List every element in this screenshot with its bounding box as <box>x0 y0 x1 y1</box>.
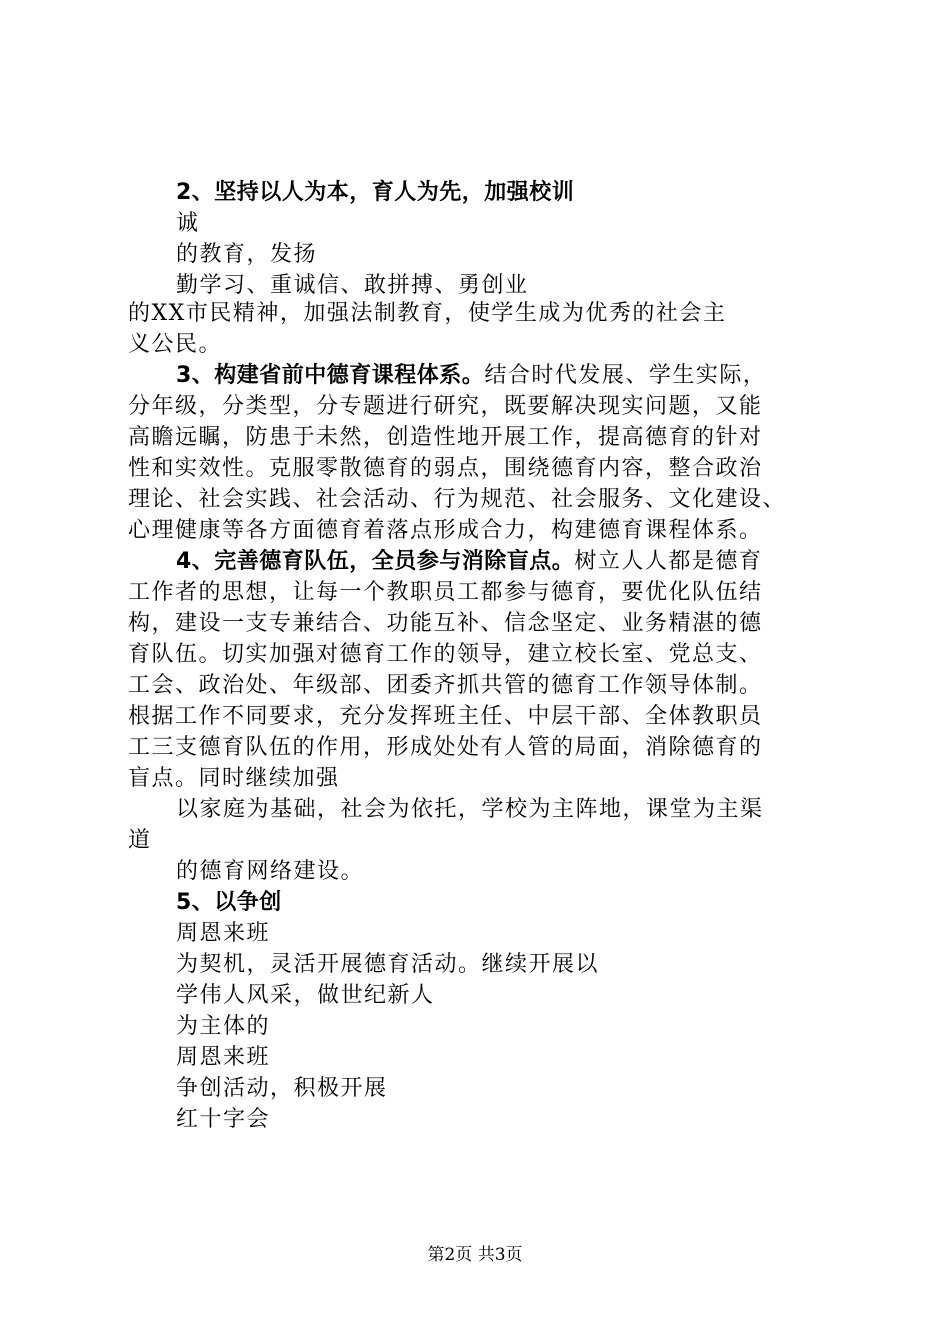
line-text: 的教育，发扬 <box>176 242 318 267</box>
line-text: 结合时代发展、学生实际， <box>484 363 767 388</box>
line-text: 周恩来班 <box>176 921 271 946</box>
line-text: 工三支德育队伍的作用，形成处处有人管的局面，消除德育的 <box>128 735 763 760</box>
paragraph-line <box>128 704 763 730</box>
paragraph-line <box>128 766 340 792</box>
line-text: 盲点。同时继续加强 <box>128 766 340 791</box>
line-text: 根据工作不同要求，充分发挥班主任、中层干部、全体教职员 <box>128 704 763 729</box>
line-text: 工作者的思想，让每一个教职员工都参与德育，要优化队伍结 <box>128 580 763 605</box>
paragraph-line <box>128 828 152 854</box>
line-text: 红十字会 <box>176 1107 271 1132</box>
line-text: 高瞻远瞩，防患于未然，创造性地开展工作，提高德育的针对 <box>128 425 763 450</box>
paragraph-line <box>176 242 317 268</box>
paragraph-line <box>128 456 763 482</box>
paragraph-line <box>176 921 270 947</box>
paragraph-line <box>176 1076 388 1102</box>
paragraph-line <box>176 180 574 206</box>
line-text: 性和实效性。克服零散德育的弱点，围绕德育内容，整合政治 <box>128 456 763 481</box>
line-text: 的德育网络建设。 <box>176 859 365 884</box>
line-text: 诚 <box>176 211 200 236</box>
line-text: 为主体的 <box>176 1014 271 1039</box>
paragraph-line <box>128 735 763 761</box>
section-heading-5: 5、以争创 <box>176 890 282 915</box>
paragraph-line <box>176 363 766 389</box>
paragraph-line <box>128 487 786 513</box>
line-text: 工会、政治处、年级部、团委齐抓共管的德育工作领导体制。 <box>128 673 763 698</box>
line-text: 以家庭为基础，社会为依托，学校为主阵地，课堂为主渠 <box>176 797 764 822</box>
paragraph-line <box>128 425 763 451</box>
paragraph-line <box>176 549 762 575</box>
line-text: 育队伍。切实加强对德育工作的领导，建立校长室、党总支、 <box>128 642 763 667</box>
line-text: 道 <box>128 828 152 853</box>
paragraph-line <box>176 859 364 885</box>
section-heading-2: 2、坚持以人为本，育人为先，加强校训 <box>176 180 575 205</box>
line-text: 为契机，灵活开展德育活动。继续开展以 <box>176 952 600 977</box>
paragraph-line <box>176 211 200 237</box>
paragraph-line <box>128 301 726 327</box>
paragraph-line <box>128 611 763 637</box>
line-text: 学伟人风采，做世纪新人 <box>176 983 435 1008</box>
paragraph-line <box>176 273 529 299</box>
section-heading-3: 3、构建省前中德育课程体系。 <box>176 363 485 388</box>
paragraph-line <box>176 1014 270 1040</box>
line-text: 心理健康等各方面德育着落点形成合力，构建德育课程体系。 <box>128 518 763 543</box>
line-text: 理论、社会实践、社会活动、行为规范、社会服务、文化建设、 <box>128 487 787 512</box>
paragraph-line <box>128 673 763 699</box>
paragraph-line <box>176 983 435 1009</box>
line-text: 的XX市民精神，加强法制教育，使学生成为优秀的社会主 <box>128 301 727 326</box>
line-text: 树立人人都是德育 <box>574 549 763 574</box>
line-text: 义公民。 <box>128 332 223 357</box>
line-text: 分年级，分类型，分专题进行研究，既要解决现实问题，又能 <box>128 394 763 419</box>
paragraph-line <box>176 1045 270 1071</box>
paragraph-line <box>128 580 763 606</box>
paragraph-line <box>176 890 282 916</box>
paragraph-line <box>128 642 763 668</box>
paragraph-line <box>176 1107 270 1133</box>
paragraph-line <box>128 518 763 544</box>
line-text: 周恩来班 <box>176 1045 271 1070</box>
paragraph-line <box>128 394 763 420</box>
paragraph-line <box>128 332 222 358</box>
line-text: 构，建设一支专兼结合、功能互补、信念坚定、业务精湛的德 <box>128 611 763 636</box>
line-text: 争创活动，积极开展 <box>176 1076 388 1101</box>
page-number-footer: 第2页 共3页 <box>427 1245 523 1265</box>
section-heading-4: 4、完善德育队伍，全员参与消除盲点。 <box>176 549 575 574</box>
paragraph-line <box>176 952 599 978</box>
line-text: 勤学习、重诚信、敢拼搏、勇创业 <box>176 273 529 298</box>
paragraph-line <box>176 797 764 823</box>
